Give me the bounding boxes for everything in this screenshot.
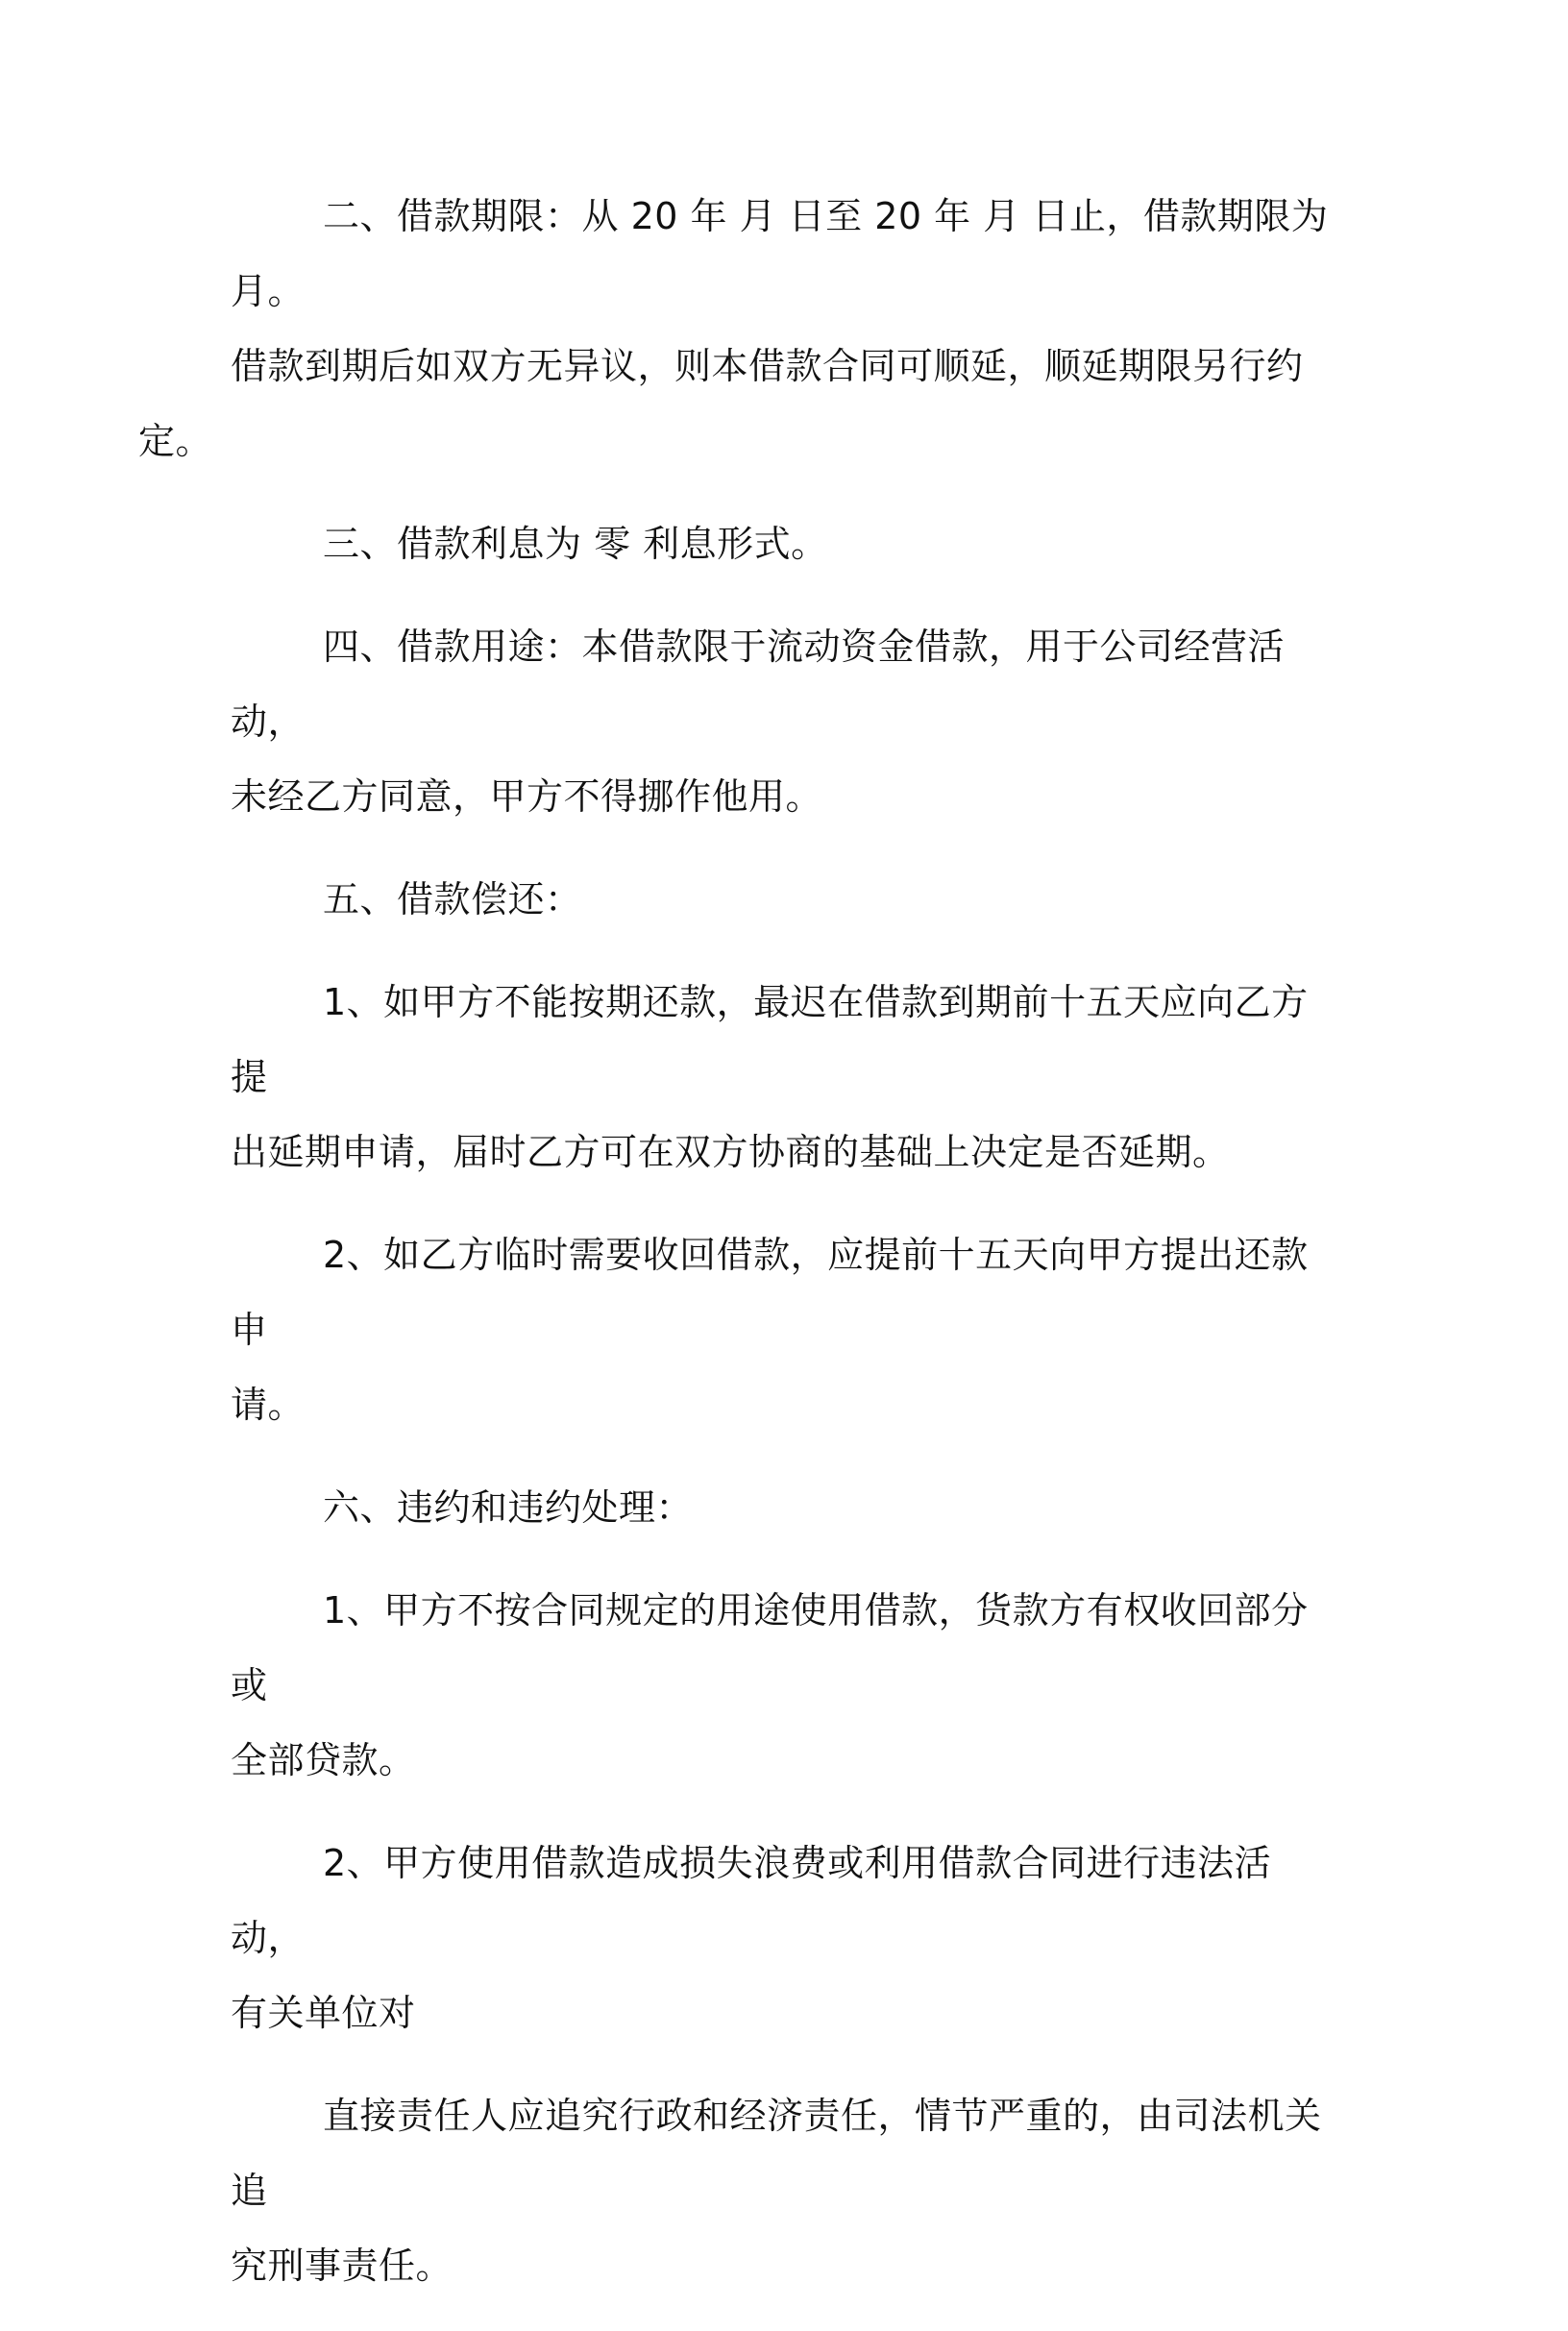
paragraph-line: 2、如乙方临时需要收回借款，应提前十五天向甲方提出还款申 [231, 1234, 1309, 1351]
paragraph-line: 直接责任人应追究行政和经济责任，情节严重的，由司法机关追 [231, 2095, 1322, 2212]
paragraph-breach-item-1 [231, 1573, 1337, 1798]
paragraph-liability [231, 2078, 1337, 2303]
paragraph-line: 1、如甲方不能按期还款，最迟在借款到期前十五天应向乙方提 [231, 981, 1309, 1098]
paragraph-line: 有关单位对 [231, 1992, 416, 2034]
paragraph-line: 2、甲方使用借款造成损失浪费或利用借款合同进行违法活动， [231, 1842, 1272, 1959]
paragraph-line: 请。 [231, 1384, 306, 1426]
paragraph-line: 究刑事责任。 [231, 2245, 453, 2287]
paragraph-line: 四、借款用途：本借款限于流动资金借款，用于公司经营活动， [231, 626, 1286, 743]
paragraph-breach-item-2 [231, 1826, 1337, 2050]
paragraph-breach-heading [231, 1470, 1337, 1545]
paragraph-line: 出延期申请，届时乙方可在双方协商的基础上决定是否延期。 [231, 1131, 1230, 1173]
paragraph-line: 1、甲方不按合同规定的用途使用借款，货款方有权收回部分或 [231, 1589, 1309, 1706]
paragraph-line: 六、违约和违约处理： [323, 1486, 694, 1529]
paragraph-line: 三、借款利息为 零 利息形式。 [323, 523, 828, 565]
paragraph-line: 未经乙方同意，甲方不得挪作他用。 [231, 775, 823, 818]
paragraph-line: 全部贷款。 [231, 1739, 416, 1781]
paragraph-loan-term [138, 179, 1337, 478]
paragraph-line: 五、借款偿还： [323, 878, 582, 920]
paragraph-loan-interest [231, 506, 1337, 581]
paragraph-line: 二、借款期限：从 20 年 月 日至 20 年 月 日止，借款期限为 月。 [231, 195, 1329, 312]
paragraph-repayment-item-2 [231, 1217, 1337, 1442]
document-body [138, 179, 1337, 2331]
paragraph-repayment-item-1 [231, 965, 1337, 1190]
paragraph-line: 借款到期后如双方无异议，则本借款合同可顺延，顺延期限另行约定。 [138, 345, 1304, 462]
paragraph-repayment-heading [231, 862, 1337, 937]
paragraph-loan-purpose [231, 609, 1337, 834]
